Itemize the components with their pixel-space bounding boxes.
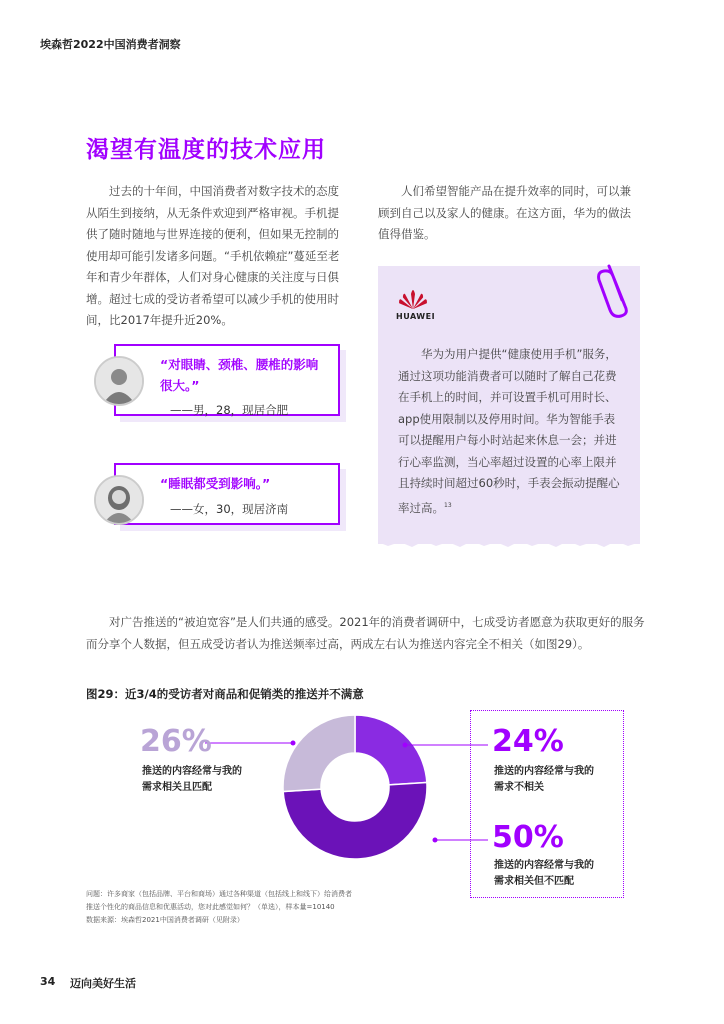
leader-line-26 [205, 738, 300, 748]
footnote [86, 888, 386, 927]
quote-box-1 [114, 344, 340, 416]
label-24-line1: 推送的内容经常与我的 [494, 766, 594, 777]
donut-slice-50 [283, 782, 427, 859]
footer-section: 迈向美好生活 [70, 977, 136, 990]
label-26-line2: 需求相关且匹配 [142, 782, 212, 793]
label-50-line2: 需求相关但不匹配 [494, 876, 574, 887]
footnote-line1: 问题：许多商家（包括品牌、平台和商场）通过各种渠道（包括线上和线下）给消费者 [86, 890, 352, 898]
pct-24: 24% [492, 724, 564, 759]
torn-edge [378, 534, 640, 550]
page-title: 渴望有温度的技术应用 [86, 137, 326, 163]
pct-26: 26% [140, 724, 212, 759]
footnote-line2: 推送个性化的商品信息和优惠活动，您对此感觉如何？（单选），样本量=10140 [86, 903, 335, 911]
donut-chart [280, 712, 430, 862]
male-avatar-icon [96, 358, 142, 404]
right-paragraph: 人们希望智能产品在提升效率的同时，可以兼顾到自己以及家人的健康。在这方面，华为的做法值得借鉴。 [378, 184, 631, 241]
page-number: 34 [40, 975, 56, 988]
label-26-line1: 推送的内容经常与我的 [142, 766, 242, 777]
label-24 [494, 764, 594, 796]
running-header: 埃森哲2022中国消费者洞察 [40, 38, 181, 51]
donut-slice-26 [283, 715, 355, 792]
female-avatar [94, 475, 144, 525]
huawei-body-text: 华为为用户提供“健康使用手机”服务，通过这项功能消费者可以随时了解自己花费在手机上的时间，并可设置手机可用时长、app使用限制以及停用时间。华为智能手表可以提醒用户每小时站起来休息一会；并进行心率监测，当心率超过设置的心率上限并且持续时间超过60秒时，手表会振动提醒心率过高。 [398, 347, 620, 515]
quote-2-text: “睡眠都受到影响。” [160, 476, 271, 491]
pct-50: 50% [492, 820, 564, 855]
quote-box-2 [114, 463, 340, 525]
footnote-line3: 数据来源：埃森哲2021中国消费者调研（见附录） [86, 916, 244, 924]
label-50 [494, 858, 594, 890]
footnote-mark: 13 [444, 501, 452, 509]
label-50-line1: 推送的内容经常与我的 [494, 860, 594, 871]
quote-2-source: ——女，30，现居济南 [170, 502, 289, 516]
label-24-line2: 需求不相关 [494, 782, 544, 793]
full-paragraph: 对广告推送的“被迫宽容”是人们共通的感受。2021年的消费者调研中，七成受访者愿意为获取更好的服务而分享个人数据，但五成受访者认为推送频率过高，两成左右认为推送内容完全不相关（如图29）。 [86, 615, 645, 651]
male-avatar [94, 356, 144, 406]
paper-clip-icon [595, 262, 635, 318]
label-26 [142, 764, 242, 796]
figure-title: 图29：近3/4的受访者对商品和促销类的推送并不满意 [86, 687, 364, 701]
huawei-logo-icon [396, 288, 430, 310]
left-paragraph: 过去的十年间，中国消费者对数字技术的态度从陌生到接纳，从无条件欢迎到严格审视。手机提供了随时随地与世界连接的便利，但如果无控制的使用却可能引发诸多问题。“手机依赖症”蔓延至老年和青少年群体，人们对身心健康的关注度与日俱增。超过七成的受访者希望可以减少手机的使用时间，比2017年提升近20%。 [86, 184, 340, 327]
huawei-logo-text: HUAWEI [396, 312, 436, 321]
quote-1-source: ——男，28，现居合肥 [170, 403, 289, 417]
female-avatar-icon [96, 477, 142, 523]
quote-1-text: “对眼睛、颈椎、腰椎的影响很大。” [160, 357, 319, 393]
huawei-body [398, 344, 624, 519]
